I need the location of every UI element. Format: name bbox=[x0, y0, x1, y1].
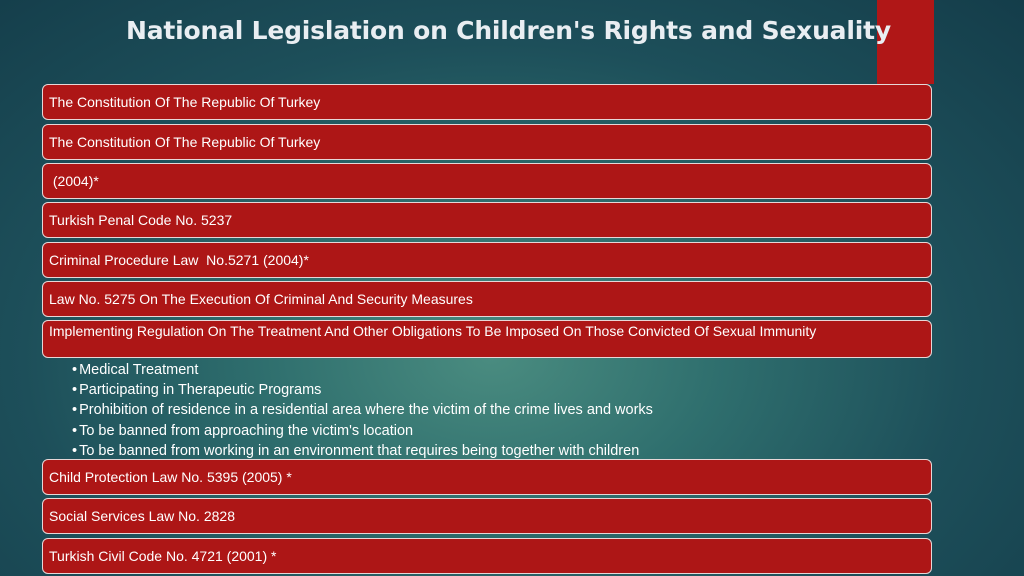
item-label: Criminal Procedure Law No.5271 (2004)* bbox=[49, 252, 309, 268]
legislation-item-civil-code bbox=[42, 538, 932, 574]
legislation-item-implementing-regulation bbox=[42, 320, 932, 358]
legislation-item-constitution-repeat bbox=[42, 124, 932, 160]
item-label: Child Protection Law No. 5395 (2005) * bbox=[49, 469, 292, 485]
legislation-item-penal-code bbox=[42, 202, 932, 238]
legislation-item-criminal-procedure bbox=[42, 242, 932, 278]
item-label: Law No. 5275 On The Execution Of Criminal And Security Measures bbox=[49, 291, 473, 307]
bullet-item: • To be banned from working in an environment that requires being together with children bbox=[72, 441, 653, 461]
item-label: The Constitution Of The Republic Of Turkey bbox=[49, 94, 321, 110]
legislation-item-social-services bbox=[42, 498, 932, 534]
item-label: Social Services Law No. 2828 bbox=[49, 508, 235, 524]
slide-title: National Legislation on Children's Rights and Sexuality bbox=[126, 16, 891, 45]
bullet-item: • To be banned from approaching the victim's location bbox=[72, 421, 653, 441]
regulation-bullet-list bbox=[72, 360, 653, 461]
legislation-item-child-protection bbox=[42, 459, 932, 495]
item-label: The Constitution Of The Republic Of Turkey bbox=[49, 134, 321, 150]
item-label: Turkish Penal Code No. 5237 bbox=[49, 212, 233, 228]
item-label: Turkish Civil Code No. 4721 (2001) * bbox=[49, 548, 277, 564]
bullet-item: • Medical Treatment bbox=[72, 360, 653, 380]
item-label: (2004)* bbox=[49, 173, 99, 189]
legislation-item-law-5275 bbox=[42, 281, 932, 317]
legislation-item-constitution bbox=[42, 84, 932, 120]
bullet-item: • Participating in Therapeutic Programs bbox=[72, 380, 653, 400]
item-label: Implementing Regulation On The Treatment And Other Obligations To Be Imposed On Those Convicted Of Sexual Immunity bbox=[49, 323, 817, 339]
legislation-item-2004 bbox=[42, 163, 932, 199]
bullet-item: • Prohibition of residence in a residential area where the victim of the crime lives and works bbox=[72, 400, 653, 420]
